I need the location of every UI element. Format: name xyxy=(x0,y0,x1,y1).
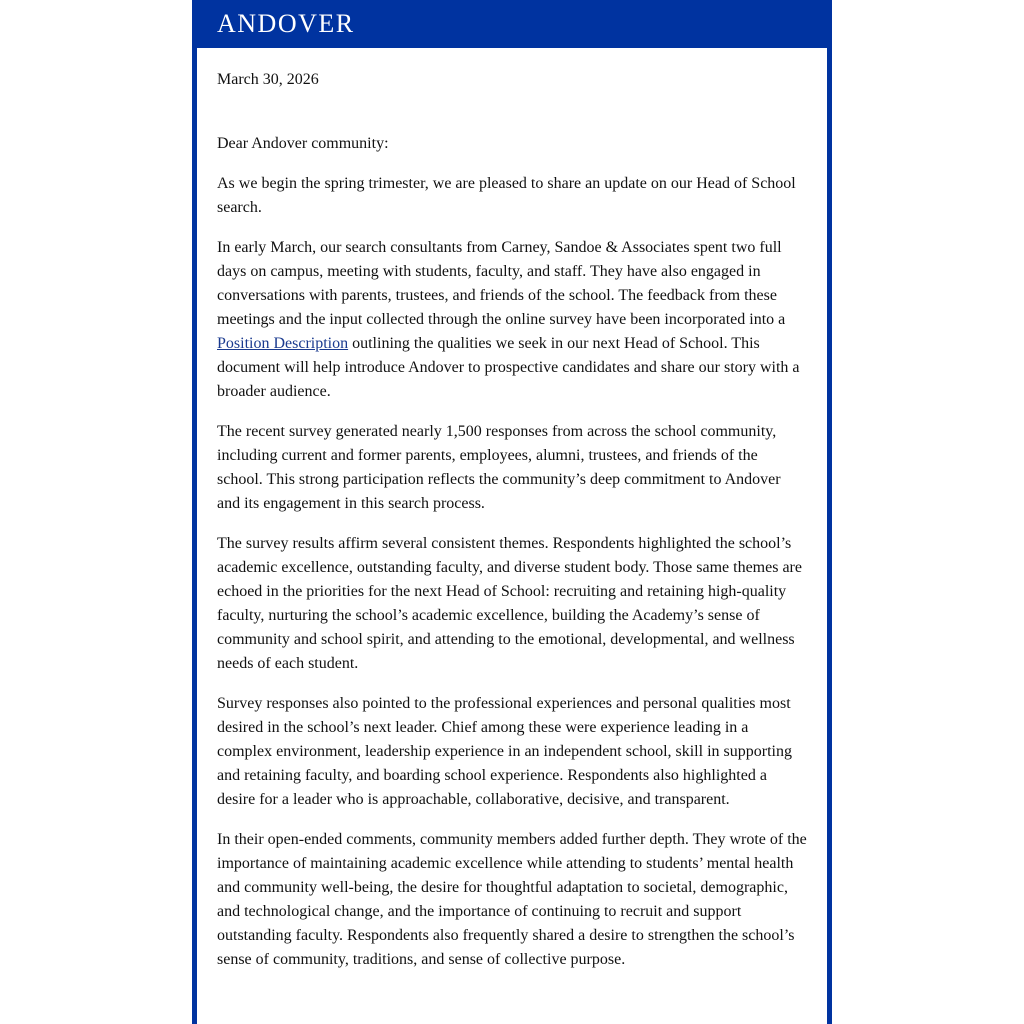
paragraph-2-text-end: outlining the qualities we seek in our next Head of School. This document will help introduce Andover to prospective candidates and share our story with a broader audience. xyxy=(217,335,800,400)
andover-logo: ANDOVER xyxy=(217,9,355,38)
letter-date: March 30, 2026 xyxy=(217,71,319,88)
paragraph-3: The recent survey generated nearly 1,500 responses from across the school community, including current and former parents, employees, alumni, trustees, and friends of the school. This strong participation reflects the community’s deep commitment to Andover and its engagement in this search process. xyxy=(217,423,781,512)
paragraph-1: As we begin the spring trimester, we are pleased to share an update on our Head of School search. xyxy=(217,175,796,216)
letter-body xyxy=(197,48,827,1024)
header-bar xyxy=(192,0,832,48)
salutation: Dear Andover community: xyxy=(217,135,389,152)
paragraph-4: The survey results affirm several consistent themes. Respondents highlighted the school’s academic excellence, outstanding faculty, and diverse student body. Those same themes are echoed in the priorities for the next Head of School: recruiting and retaining high-quality faculty, nurturing the school’s academic excellence, building the Academy’s sense of community and school spirit, and attending to the emotional, developmental, and wellness needs of each student. xyxy=(217,535,802,672)
position-description-link[interactable]: Position Description xyxy=(217,335,349,352)
paragraph-2 xyxy=(217,236,807,404)
paragraph-5: Survey responses also pointed to the professional experiences and personal qualities most desired in the school’s next leader. Chief among these were experience leading in a complex environment, leadership experience in an independent school, skill in supporting and retaining faculty, and boarding school experience. Respondents also highlighted a desire for a leader who is approachable, collaborative, decisive, and transparent. xyxy=(217,695,792,808)
paragraph-6: In their open-ended comments, community members added further depth. They wrote of the importance of maintaining academic excellence while attending to students’ mental health and community well-being, the desire for thoughtful adaptation to societal, demographic, and technological change, and the importance of continuing to recruit and support outstanding faculty. Respondents also frequently shared a desire to strengthen the school’s sense of community, traditions, and sense of collective purpose. xyxy=(217,831,807,968)
email-frame xyxy=(192,0,832,1024)
paragraph-2-text: In early March, our search consultants from Carney, Sandoe & Associates spent two full days on campus, meeting with students, faculty, and staff. They have also engaged in conversations with parents, trustees, and friends of the school. The feedback from these meetings and the input collected through the online survey have been incorporated into a xyxy=(217,239,786,328)
